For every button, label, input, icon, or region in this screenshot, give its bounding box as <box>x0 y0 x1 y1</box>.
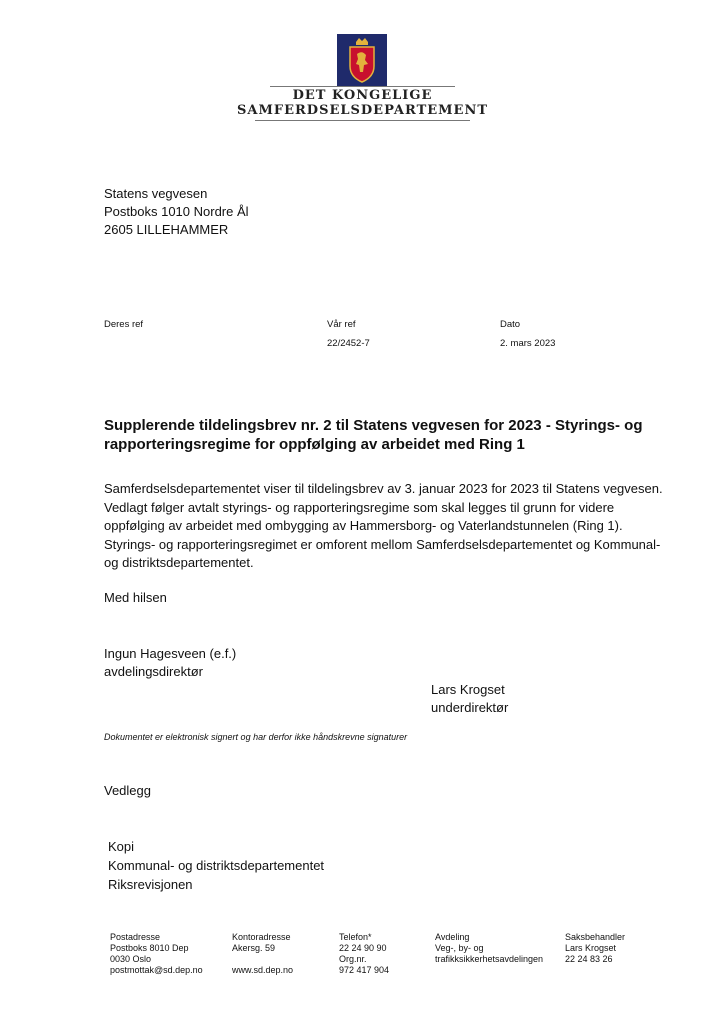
date-label: Dato <box>500 319 521 330</box>
footer-label: Telefon* <box>339 932 372 942</box>
recipient-address <box>104 185 249 239</box>
deres-ref-label: Deres ref <box>104 319 144 330</box>
copy-label: Kopi <box>108 839 135 854</box>
recipient-city: 2605 LILLEHAMMER <box>104 222 229 237</box>
recipient-postbox: Postboks 1010 Nordre Ål <box>104 204 249 219</box>
signer-1 <box>104 645 236 681</box>
signer-2 <box>431 681 508 717</box>
copy-list <box>108 837 324 894</box>
footer-email: postmottak@sd.dep.no <box>110 965 203 975</box>
footer-line: trafikksikkerhetsavdelingen <box>435 954 544 964</box>
var-ref-value: 22/2452-7 <box>327 338 370 349</box>
header-rule <box>270 86 455 87</box>
footer-line: Org.nr. <box>339 954 367 964</box>
signature-note: Dokumentet er elektronisk signert og har derfor ikke håndskrevne signaturer <box>104 732 408 742</box>
footer-avdeling <box>435 932 543 965</box>
footer-line: 22 24 83 26 <box>565 954 613 964</box>
footer-website: www.sd.dep.no <box>232 965 294 975</box>
footer-line: 22 24 90 90 <box>339 943 387 953</box>
footer-line: 0030 Oslo <box>110 954 152 964</box>
copy-recipient: Kommunal- og distriktsdepartementet <box>108 858 325 873</box>
footer-saksbehandler <box>565 932 625 965</box>
signer-1-title: avdelingsdirektør <box>104 664 203 679</box>
signer-2-name: Lars Krogset <box>431 682 505 697</box>
header-rule-bottom <box>255 120 470 121</box>
recipient-name: Statens vegvesen <box>104 186 208 201</box>
signer-1-name: Ingun Hagesveen (e.f.) <box>104 646 237 661</box>
department-name-line1: DET KONGELIGE <box>292 88 433 103</box>
footer-label: Avdeling <box>435 932 470 942</box>
letter-body: Samferdselsdepartementet viser til tildelingsbrev av 3. januar 2023 for 2023 til Statens vegvesen. Vedlagt følger avtalt styrings- og rapporteringsregime som skal legges til grunn for videre oppfølging av arbeidet med ombygging av Hammersborg- og Vaterlandstunnelen (Ring 1). Styrings- og rapporteringsregimet er omforent mellom Samferdselsdepartementet og Kommunal- og distriktsdepartementet. <box>104 481 663 570</box>
attachment-label: Vedlegg <box>104 783 151 798</box>
footer-line: Veg-, by- og <box>435 943 484 953</box>
signer-2-title: underdirektør <box>431 700 509 715</box>
footer-label: Saksbehandler <box>565 932 626 942</box>
letter-title: Supplerende tildelingsbrev nr. 2 til Statens vegvesen for 2023 - Styrings- og rapporteringsregime for oppfølging av arbeidet med Ring 1 <box>104 417 643 453</box>
footer-line <box>232 954 293 965</box>
coat-of-arms-logo <box>337 34 387 86</box>
department-name-line2: SAMFERDSELSDEPARTEMENT <box>236 103 489 118</box>
footer-label: Postadresse <box>110 932 161 942</box>
footer-kontoradresse <box>232 932 293 976</box>
footer-line: 972 417 904 <box>339 965 390 975</box>
greeting: Med hilsen <box>104 590 167 605</box>
date-value: 2. mars 2023 <box>500 338 556 349</box>
lion-shield-icon <box>337 34 387 86</box>
footer-line: Postboks 8010 Dep <box>110 943 189 953</box>
var-ref-label: Vår ref <box>327 319 356 330</box>
footer-line: Akersg. 59 <box>232 943 276 953</box>
footer-label: Kontoradresse <box>232 932 291 942</box>
footer-line: Lars Krogset <box>565 943 617 953</box>
footer-telefon <box>339 932 389 976</box>
footer-postadresse <box>110 932 203 976</box>
copy-recipient: Riksrevisjonen <box>108 877 193 892</box>
